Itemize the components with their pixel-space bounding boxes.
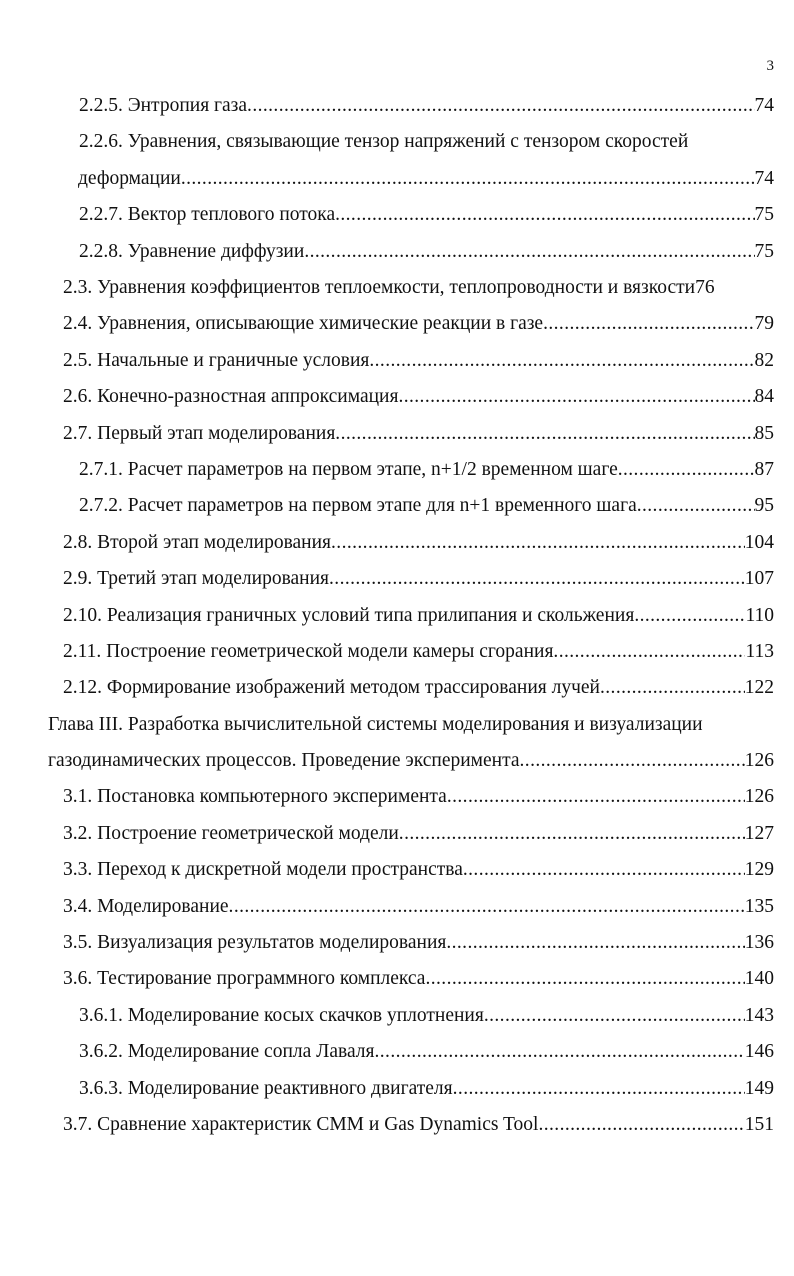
- dot-leader: [329, 561, 745, 597]
- toc-entry-2-10[interactable]: [0, 598, 794, 634]
- dot-leader: [453, 1071, 745, 1107]
- toc-entry-page: 104: [744, 531, 774, 553]
- toc-entry-3-5[interactable]: [0, 925, 794, 961]
- toc-entry-2-2-8[interactable]: [0, 234, 794, 270]
- toc-entry-number: 2.2.6.: [79, 131, 123, 153]
- toc-entry-2-2-7[interactable]: [0, 197, 794, 233]
- toc-entry-title-line2: деформации: [78, 167, 181, 189]
- dot-leader: [331, 525, 745, 561]
- dot-leader: [335, 197, 754, 233]
- toc-entry-page: 75: [754, 240, 774, 262]
- dot-leader: [398, 379, 754, 415]
- toc-entry-number: 3.3.: [63, 859, 93, 881]
- toc-entry-number: 3.6.2.: [79, 1041, 123, 1063]
- toc-entry-title: Уравнение диффузии: [127, 240, 305, 262]
- toc-entry-page: 85: [754, 422, 774, 444]
- toc-entry-2-4[interactable]: [0, 306, 794, 342]
- toc-entry-3-2[interactable]: [0, 816, 794, 852]
- toc-entry-2-3[interactable]: [0, 270, 794, 306]
- dot-leader: [447, 779, 745, 815]
- toc-entry-title: Расчет параметров на первом этапе, n+1/2 временном шаге: [127, 458, 618, 480]
- toc-entry-page: 151: [744, 1114, 774, 1135]
- dot-leader: [543, 306, 754, 342]
- toc-entry-title: Тестирование программного комплекса: [97, 968, 426, 990]
- toc-entry-page: 107: [744, 568, 774, 590]
- toc-entry-title: Построение геометрической модели камеры сгорания: [106, 640, 554, 662]
- toc-entry-title: Визуализация результатов моделирования: [97, 932, 447, 954]
- toc-entry-3-6-3[interactable]: [0, 1071, 794, 1107]
- toc-entry-2-7-1[interactable]: [0, 452, 794, 488]
- toc-entry-number: 3.7.: [63, 1114, 93, 1135]
- toc-entry-number: 2.7.: [63, 422, 93, 444]
- toc-entry-number: 2.2.8.: [79, 240, 123, 262]
- toc-entry-number: 2.7.2.: [79, 495, 123, 517]
- toc-entry-page: 95: [754, 495, 774, 517]
- toc-entry-number: 3.1.: [63, 786, 93, 808]
- toc-entry-number: 2.5.: [63, 349, 93, 371]
- toc-entry-page: 84: [754, 386, 774, 408]
- toc-entry-3-1[interactable]: [0, 779, 794, 815]
- toc-entry-2-7[interactable]: [0, 416, 794, 452]
- dot-leader: [375, 1034, 745, 1070]
- toc-entry-title: Моделирование сопла Лаваля: [127, 1041, 375, 1063]
- toc-entry-number: 2.12.: [63, 677, 102, 699]
- toc-entry-number: 2.8.: [63, 531, 93, 553]
- dot-leader: [553, 634, 745, 670]
- toc-entry-page: 110: [745, 604, 774, 626]
- toc-entry-page: 140: [744, 968, 774, 990]
- toc-entry-title: Уравнения коэффициентов теплоемкости, теплопроводности и вязкости: [97, 276, 696, 298]
- toc-entry-title: Сравнение характеристик CMM и Gas Dynamics Tool: [97, 1114, 539, 1135]
- dot-leader: [181, 161, 755, 197]
- toc-entry-2-2-5[interactable]: [0, 88, 794, 124]
- toc-entry-number: 2.10.: [63, 604, 102, 626]
- dot-leader: [399, 816, 745, 852]
- toc-entry-page: 129: [744, 859, 774, 881]
- toc-entry-3-6[interactable]: [0, 961, 794, 997]
- toc-entry-3-4[interactable]: [0, 889, 794, 925]
- toc-entry-title: Реализация граничных условий типа прилипания и скольжения: [106, 604, 635, 626]
- toc-entry-page: 143: [744, 1004, 774, 1026]
- toc-entry-title: Постановка компьютерного эксперимента: [97, 786, 447, 808]
- toc-entry-3-7[interactable]: [0, 1107, 794, 1143]
- toc-entry-number: 3.4.: [63, 895, 93, 917]
- toc-entry-title: Переход к дискретной модели пространства: [97, 859, 463, 881]
- table-of-contents: [0, 88, 794, 1143]
- toc-entry-title-line2: газодинамических процессов. Проведение эксперимента: [48, 750, 520, 772]
- toc-entry-page: 74: [754, 167, 774, 189]
- toc-entry-2-7-2[interactable]: [0, 488, 794, 524]
- dot-leader: [229, 889, 745, 925]
- toc-entry-page: 113: [745, 640, 774, 662]
- toc-entry-number: 3.6.3.: [79, 1077, 123, 1099]
- toc-entry-title: Моделирование косых скачков уплотнения: [127, 1004, 484, 1026]
- toc-entry-2-6[interactable]: [0, 379, 794, 415]
- toc-entry-number: 2.9.: [63, 568, 93, 590]
- toc-entry-title: Третий этап моделирования: [97, 568, 330, 590]
- dot-leader: [425, 961, 744, 997]
- toc-entry-title: Вектор теплового потока: [127, 204, 336, 226]
- toc-entry-2-8[interactable]: [0, 525, 794, 561]
- toc-entry-title: Конечно-разностная аппроксимация: [97, 386, 399, 408]
- toc-entry-number: 2.4.: [63, 313, 93, 335]
- dot-leader: [634, 598, 745, 634]
- toc-entry-title: Моделирование: [97, 895, 229, 917]
- toc-entry-number: 2.3.: [63, 276, 93, 298]
- toc-entry-number: Глава III.: [48, 713, 124, 735]
- toc-entry-page: 74: [754, 95, 774, 116]
- toc-entry-page: 82: [754, 349, 774, 371]
- toc-entry-title-line1: Уравнения, связывающие тензор напряжений с тензором скоростей: [127, 131, 689, 153]
- toc-entry-page: 126: [744, 786, 774, 808]
- dot-leader: [538, 1107, 744, 1143]
- dot-leader: [247, 88, 754, 124]
- toc-entry-title: Второй этап моделирования: [97, 531, 332, 553]
- toc-entry-2-5[interactable]: [0, 343, 794, 379]
- dot-leader: [369, 343, 754, 379]
- toc-entry-page: 126: [744, 750, 774, 772]
- toc-entry-page: 76: [695, 276, 715, 298]
- toc-entry-title: Моделирование реактивного двигателя: [127, 1077, 453, 1099]
- toc-entry-title: Уравнения, описывающие химические реакции в газе: [97, 313, 544, 335]
- toc-entry-page: 136: [744, 932, 774, 954]
- toc-entry-number: 3.6.1.: [79, 1004, 123, 1026]
- toc-entry-page: 149: [744, 1077, 774, 1099]
- toc-entry-2-11[interactable]: [0, 634, 794, 670]
- toc-entry-title: Начальные и граничные условия: [97, 349, 370, 371]
- toc-entry-title-line1: Разработка вычислительной системы моделирования и визуализации: [127, 713, 703, 735]
- toc-entry-chapter-3[interactable]: [0, 707, 794, 780]
- toc-entry-title: Первый этап моделирования: [97, 422, 336, 444]
- toc-entry-page: 75: [754, 204, 774, 226]
- toc-entry-2-2-6[interactable]: [0, 124, 794, 197]
- toc-entry-number: 3.6.: [63, 968, 93, 990]
- toc-entry-number: 2.7.1.: [79, 458, 123, 480]
- dot-leader: [335, 416, 754, 452]
- toc-entry-title: Формирование изображений методом трассирования лучей: [106, 677, 600, 699]
- toc-entry-page: 79: [754, 313, 774, 335]
- dot-leader: [618, 452, 755, 488]
- page-number: 3: [766, 58, 774, 74]
- toc-entry-page: 135: [744, 895, 774, 917]
- dot-leader: [484, 998, 745, 1034]
- toc-entry-title: Энтропия газа: [127, 95, 248, 116]
- toc-entry-number: 2.11.: [63, 640, 102, 662]
- toc-entry-2-9[interactable]: [0, 561, 794, 597]
- toc-entry-number: 3.2.: [63, 822, 93, 844]
- toc-entry-3-6-1[interactable]: [0, 998, 794, 1034]
- dot-leader: [637, 488, 755, 524]
- dot-leader: [520, 743, 745, 779]
- toc-entry-3-6-2[interactable]: [0, 1034, 794, 1070]
- toc-entry-number: 2.2.5.: [79, 95, 123, 116]
- toc-entry-2-12[interactable]: [0, 670, 794, 706]
- toc-entry-title: Расчет параметров на первом этапе для n+1 временного шага: [127, 495, 637, 517]
- toc-entry-page: 87: [754, 458, 774, 480]
- dot-leader: [463, 852, 745, 888]
- toc-entry-title: Построение геометрической модели: [97, 822, 399, 844]
- dot-leader: [446, 925, 744, 961]
- toc-entry-number: 2.2.7.: [79, 204, 123, 226]
- toc-entry-page: 127: [744, 822, 774, 844]
- toc-entry-page: 122: [744, 677, 774, 699]
- dot-leader: [304, 234, 754, 270]
- toc-entry-number: 3.5.: [63, 932, 93, 954]
- toc-entry-number: 2.6.: [63, 386, 93, 408]
- dot-leader: [600, 670, 745, 706]
- toc-entry-page: 146: [744, 1041, 774, 1063]
- toc-entry-3-3[interactable]: [0, 852, 794, 888]
